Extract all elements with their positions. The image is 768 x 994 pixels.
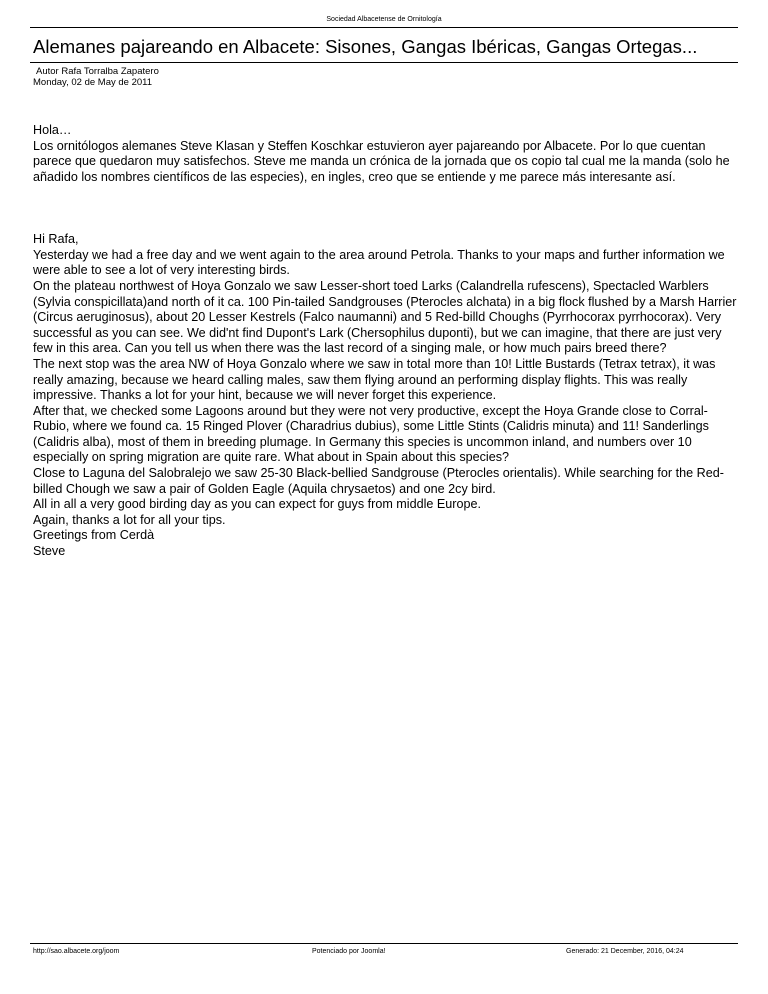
article-meta [33, 66, 159, 88]
article-title: Alemanes pajareando en Albacete: Sisones, Gangas Ibéricas, Gangas Ortegas... [33, 36, 698, 57]
title-divider [30, 62, 738, 63]
footer-generated: Generado: 21 December, 2016, 04:24 [566, 948, 684, 955]
article-author: Autor Rafa Torralba Zapatero [36, 66, 159, 77]
letter-signature: Steve [33, 544, 66, 559]
bottom-divider [30, 943, 738, 944]
article-date: Monday, 02 de May de 2011 [33, 77, 153, 88]
letter-paragraph: Close to Laguna del Salobralejo we saw 25-30 Black-bellied Sandgrouse (Pterocles orientalis). While searching for the Red-billed Chough we saw a pair of Golden Eagle (Aquila chrysaetos) and one 2cy bird. [33, 466, 724, 496]
letter-paragraph: Again, thanks a lot for all your tips. [33, 512, 226, 527]
top-divider [30, 27, 738, 28]
article-body [33, 123, 739, 560]
letter-paragraph: On the plateau northwest of Hoya Gonzalo we saw Lesser-short toed Larks (Calandrella rufescens), Spectacled Warblers (Sylvia conspicillata)and north of it ca. 100 Pin-tailed Sandgrouses (Pterocles alchata) in a big flock flushed by a Marsh Harrier (Circus aeruginosus), about 20 Lesser Kestrels (Falco naumanni) and 5 Red-billd Choughs (Pyrrhocorax pyrrhocorax). Very successful as you can see. We did'nt find Dupont's Lark (Chersophilus duponti), but we can imagine, that there are just very few in this area. Can you tell us when there was the last record of a singing male, or how much pairs breed there? [33, 278, 737, 356]
letter-paragraph: The next stop was the area NW of Hoya Gonzalo where we saw in total more than 10! Little Bustards (Tetrax tetrax), it was really amazing, because we heard calling males, saw them flying around an performing display flights. This was really impressive. Thanks a lot for your hint, because we will never forget this experience. [33, 356, 716, 403]
intro-greeting: Hola… [33, 123, 72, 137]
letter-salutation: Hi Rafa, [33, 232, 79, 247]
footer-powered-by: Potenciado por Joomla! [312, 948, 386, 955]
footer-url: http://sao.albacete.org/joom [33, 948, 120, 955]
site-name: Sociedad Albacetense de Ornitología [326, 16, 442, 23]
intro-paragraph: Los ornitólogos alemanes Steve Klasan y Steffen Koschkar estuvieron ayer pajareando por Albacete. Por lo que cuentan parece que quedaron muy satisfechos. Steve me manda un crónica de la jornada que os copio tal cual me la manda (solo he añadido los nombres científicos de las especies), en ingles, creo que se entiende y me parece más interesante así. [33, 138, 730, 184]
letter-paragraph: All in all a very good birding day as you can expect for guys from middle Europe. [33, 497, 482, 512]
letter-paragraph: Yesterday we had a free day and we went again to the area around Petrola. Thanks to your maps and further information we were able to see a lot of very interesting birds. [33, 247, 725, 278]
letter-closing: Greetings from Cerdà [33, 528, 155, 543]
letter-paragraph: After that, we checked some Lagoons around but they were not very productive, except the Hoya Grande close to Corral-Rubio, where we found ca. 15 Ringed Plover (Charadrius dubius), some Little Stints (Calidris minuta) and 11! Sanderlings (Calidris alba), most of them in breeding plumage. In Germany this species is uncommon inland, and numbers over 10 especially on spring migration are quite rare. What about in Spain about this species? [33, 403, 709, 465]
